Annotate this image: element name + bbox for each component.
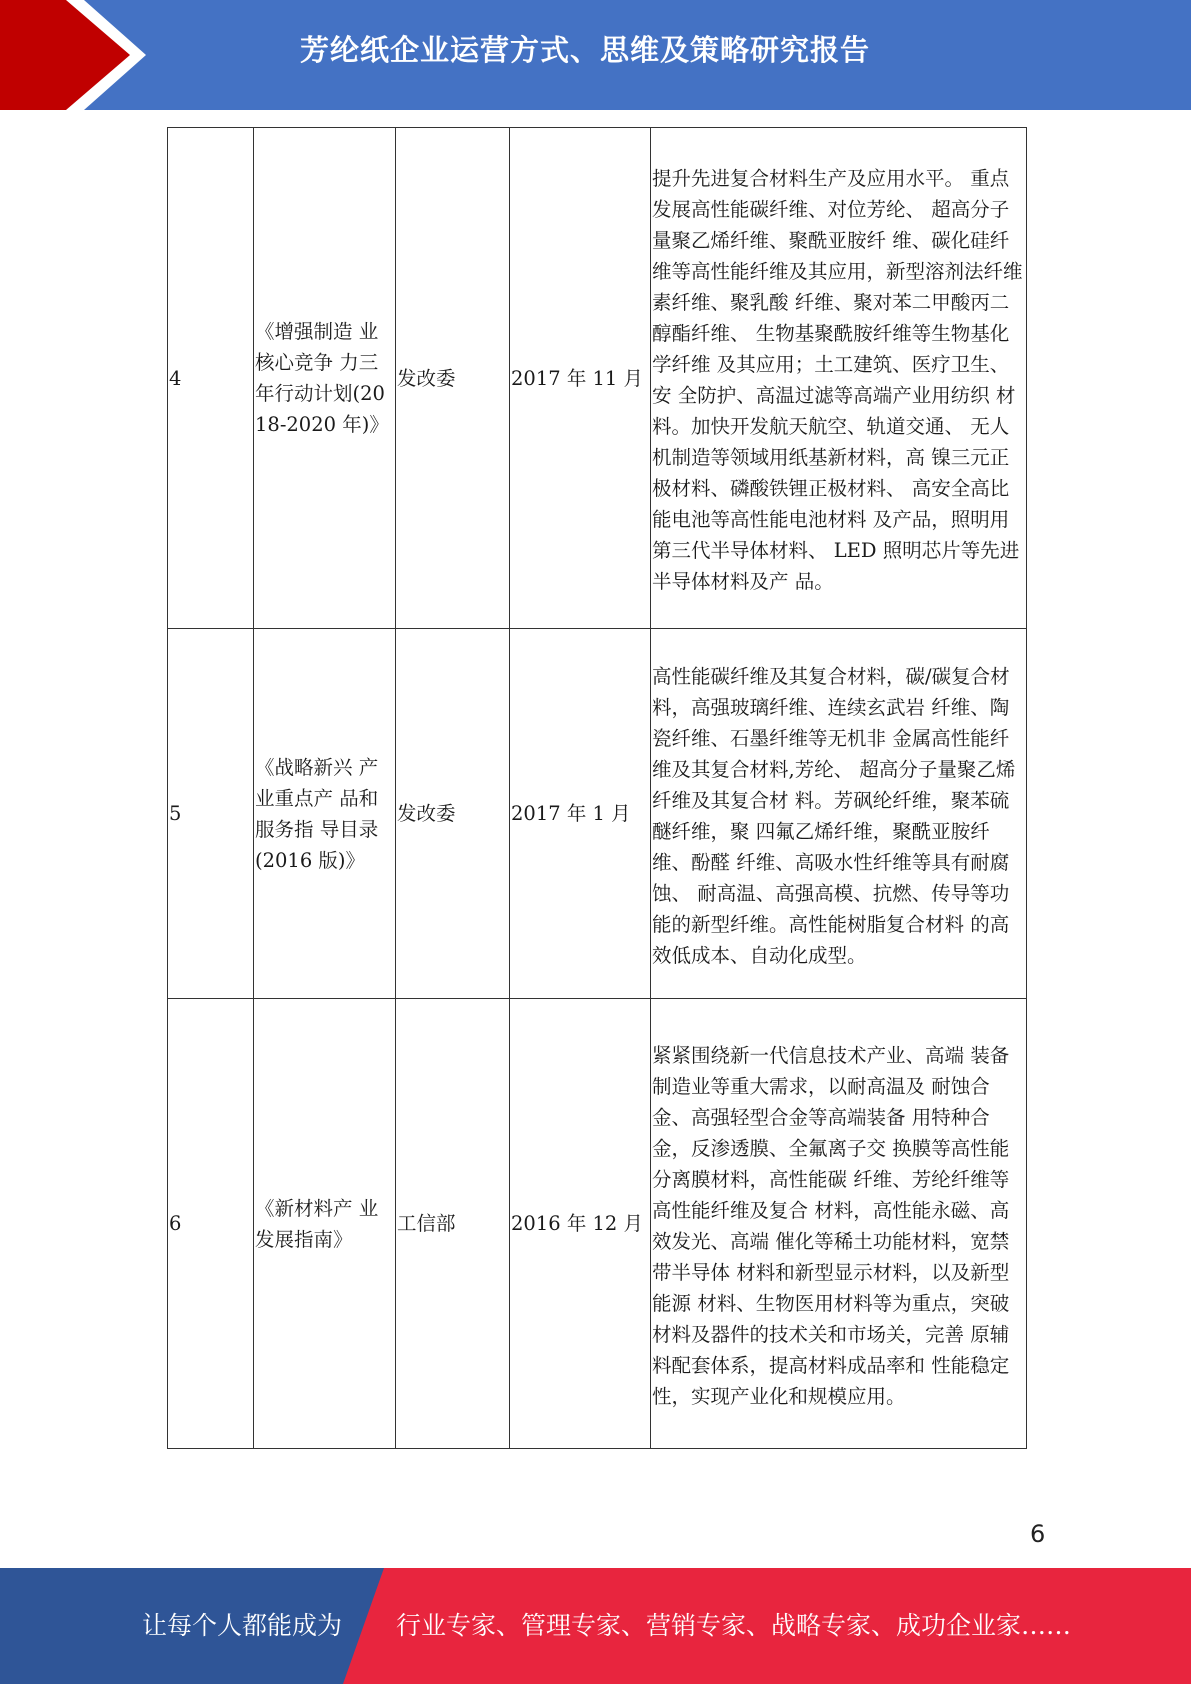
footer-banner (0, 1568, 1191, 1684)
policy-content-text: 提升先进复合材料生产及应用水平。 重点发展高性能碳纤维、对位芳纶、 超高分子量聚乙烯纤维、聚酰亚胺纤 维、碳化硅纤维等高性能纤维及其应用，新型溶剂法纤维素纤维、聚乳酸 纤维、聚对苯二甲酸丙二醇酯纤维、 生物基聚酰胺纤维等生物基化学纤维 及其应用；土工建筑、医疗卫生、安 全防护、高温过滤等高端产业用纺织 材料。加快开发航天航空、轨道交通、 无人机制造等领域用纸基新材料，高 镍三元正极材料、磷酸铁锂正极材料、 高安全高比能电池等高性能电池材料 及产品，照明用第三代半导体材料、 LED 照明芯片等先进半导体材料及产 品。 (652, 167, 1023, 593)
page-number: 6 (1030, 1520, 1046, 1548)
issue-date: 2016 年 12 月 (510, 999, 651, 1449)
table-row (168, 629, 1027, 999)
issuing-department: 工信部 (396, 999, 510, 1449)
row-number: 4 (168, 128, 254, 629)
chevron-logo-icon (0, 0, 160, 110)
table-row (168, 128, 1027, 629)
policy-name: 《战略新兴 产业重点产 品和服务指 导目录(2016 版)》 (254, 629, 396, 999)
policy-content-text: 高性能碳纤维及其复合材料，碳/碳复合材料，高强玻璃纤维、连续玄武岩 纤维、陶瓷纤维、石墨纤维等无机非 金属高性能纤维及其复合材料,芳纶、 超高分子量聚乙烯纤维及其复合材 料。芳砜纶纤维，聚苯硫醚纤维，聚 四氟乙烯纤维，聚酰亚胺纤维、酚醛 纤维、高吸水性纤维等具有耐腐蚀、 耐高温、高强高模、抗燃、传导等功 能的新型纤维。高性能树脂复合材料 的高效低成本、自动化成型。 (652, 664, 1016, 967)
table-row (168, 999, 1027, 1449)
row-number: 6 (168, 999, 254, 1449)
issue-date: 2017 年 11 月 (510, 128, 651, 629)
header-banner (0, 0, 1191, 110)
footer-slogan-left: 让每个人都能成为 (142, 1611, 343, 1640)
issuing-department: 发改委 (396, 629, 510, 999)
report-title: 芳纶纸企业运营方式、思维及策略研究报告 (300, 33, 871, 67)
policy-table (167, 127, 1027, 1449)
policy-name: 《新材料产 业发展指南》 (254, 999, 396, 1449)
policy-content (651, 999, 1027, 1449)
policy-content-text: 紧紧围绕新一代信息技术产业、高端 装备制造业等重大需求，以耐高温及 耐蚀合金、高强轻型合金等高端装备 用特种合金，反渗透膜、全氟离子交 换膜等高性能分离膜材料，高性能碳 纤维、芳纶纤维等高性能纤维及复合 材料，高性能永磁、高效发光、高端 催化等稀土功能材料，宽禁带半导体 材料和新型显示材料，以及新型能源 材料、生物医用材料等为重点，突破 材料及器件的技术关和市场关，完善 原辅料配套体系，提高材料成品率和 性能稳定性，实现产业化和规模应用。 (652, 1043, 1010, 1408)
issue-date: 2017 年 1 月 (510, 629, 651, 999)
policy-name: 《增强制造 业核心竞争 力三年行动计划(2018-2020 年)》 (254, 128, 396, 629)
issuing-department: 发改委 (396, 128, 510, 629)
policy-content (651, 128, 1027, 629)
footer-slogan-right: 行业专家、管理专家、营销专家、战略专家、成功企业家…… (396, 1611, 1072, 1640)
policy-content (651, 629, 1027, 999)
row-number: 5 (168, 629, 254, 999)
